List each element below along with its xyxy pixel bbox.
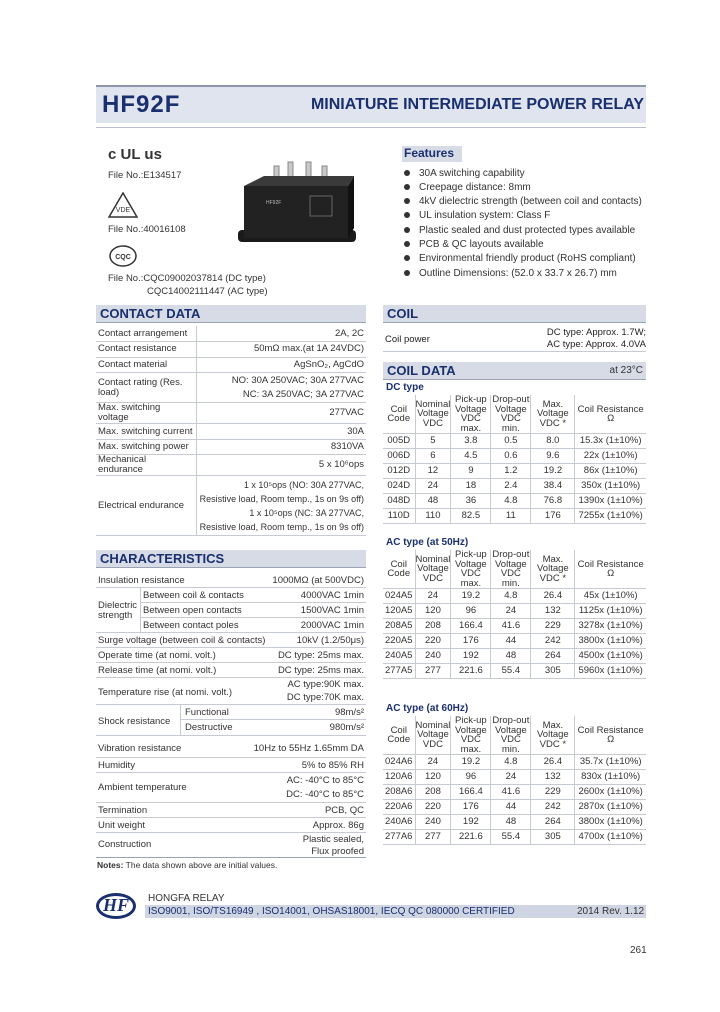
- vde-mark-icon: [108, 192, 138, 218]
- table-row: Unit weight Approx. 86g: [98, 820, 364, 831]
- table-row: Dielectric strength Between coil & contacts 4000VAC 1min Between open contacts 1500VAC 1min Between contact poles 2000VAC 1min: [98, 590, 364, 631]
- svg-text:VDE: VDE: [115, 207, 131, 214]
- table-row: Electrical endurance 1 x 10⁵ops (NO: 30A 277VAC, Resistive load, Room temp., 1s on 9s off) 1 x 10⁵ops (NC: 3A 277VAC, Resistive load, Room temp., 1s on 9s off): [96, 476, 366, 536]
- table-row: 120A6 120 96 24 132 830x (1±10%): [383, 770, 646, 785]
- coil-power-row: Coil power DC type: Approx. 1.7W; AC type: Approx. 4.0VA: [385, 327, 646, 350]
- notes: Notes: The data shown above are initial values.: [97, 860, 278, 870]
- bullet-icon: [404, 184, 410, 190]
- svg-text:CQC: CQC: [115, 254, 131, 261]
- revision: 2014 Rev. 1.12: [577, 906, 645, 917]
- product-description: MINIATURE INTERMEDIATE POWER RELAY: [310, 96, 644, 113]
- header-divider: [96, 127, 646, 128]
- bullet-icon: [404, 241, 410, 247]
- feature-item: UL insulation system: Class F: [404, 210, 550, 221]
- feature-item: Outline Dimensions: (52.0 x 33.7 x 26.7) mm: [404, 268, 617, 279]
- model-number: HF92F: [102, 91, 181, 118]
- table-row: Ambient temperature AC: -40°C to 85°C DC: -40°C to 85°C: [96, 773, 366, 803]
- coil-heading: COIL: [383, 305, 646, 323]
- table-row: 012D 12 9 1.2 19.2 86x (1±10%): [383, 464, 646, 479]
- table-row: 024D 24 18 2.4 38.4 350x (1±10%): [383, 479, 646, 494]
- characteristics-table: [96, 572, 366, 858]
- feature-item: PCB & QC layouts available: [404, 239, 544, 250]
- ac50-type-label: AC type (at 50Hz): [386, 537, 469, 548]
- table-row: 208A6 208 166.4 41.6 229 2600x (1±10%): [383, 785, 646, 800]
- table-row: Mechanical endurance 5 x 10⁶ops: [98, 454, 364, 476]
- dc-coil-table: Coil Code Nominal Voltage VDC Pick-up Voltage VDC max. Drop-out Voltage VDC min. Max. Voltage VDC * Coil Resistance Ω 005D 5 3.8 0.5 8.0 15.3x (1±10%) 006D 6 4.5 0.6 9.6 22x (1±10%) 012D 12 9 1.2 19.2 86x (1±10%) 024D 24 18 2.4 38.4 350x (1±10%) 048D 48 36 4.8 76.8 1390x (1±10%) 110D 110 82.5 11 176 7255x (1±10%): [383, 395, 646, 524]
- cqc-mark-icon: [108, 244, 138, 268]
- bullet-icon: [404, 170, 410, 176]
- cqc-file-ac: CQC14002111447 (AC type): [147, 286, 268, 297]
- bullet-icon: [404, 198, 410, 204]
- table-row: Contact arrangement 2A, 2C: [96, 326, 366, 342]
- table-row: 240A5 240 192 48 264 4500x (1±10%): [383, 649, 646, 664]
- table-row: 024A6 24 19.2 4.8 26.4 35.7x (1±10%): [383, 755, 646, 770]
- feature-item: Creepage distance: 8mm: [404, 182, 531, 193]
- ac60-coil-table: Coil Code Nominal Voltage VDC Pick-up Voltage VDC max. Drop-out Voltage VDC min. Max. Voltage VDC * Coil Resistance Ω 024A6 24 19.2 4.8 26.4 35.7x (1±10%) 120A6 120 96 24 132 830x (1±10%) 208A6 208 166.4 41.6 229 2600x (1±10%) 220A6 220 176 44 242 2870x (1±10%) 240A6 240 192 48 264 3800x (1±10%) 277A6 277 221.6 55.4 305 4700x (1±10%): [383, 716, 646, 845]
- table-row: Humidity 5% to 85% RH: [98, 760, 364, 771]
- table-row: Contact rating (Res. load) NO: 30A 250VAC; 30A 277VAC NC: 3A 250VAC; 3A 277VAC: [96, 373, 366, 403]
- table-row: Contact material AgSnO₂, AgCdO: [96, 357, 366, 373]
- characteristics-heading: CHARACTERISTICS: [96, 550, 366, 568]
- features-heading: Features: [402, 146, 462, 162]
- table-row: 277A5 277 221.6 55.4 305 5960x (1±10%): [383, 664, 646, 679]
- page-number: 261: [630, 945, 647, 956]
- table-row: 208A5 208 166.4 41.6 229 3278x (1±10%): [383, 619, 646, 634]
- ul-mark-icon: c UL us: [108, 146, 162, 163]
- dc-type-label: DC type: [386, 382, 424, 393]
- table-row: Termination PCB, QC: [98, 805, 364, 816]
- table-row: Max. switching voltage 277VAC: [98, 402, 364, 424]
- ac60-type-label: AC type (at 60Hz): [386, 703, 469, 714]
- bullet-icon: [404, 227, 410, 233]
- table-row: 240A6 240 192 48 264 3800x (1±10%): [383, 815, 646, 830]
- table-row: 120A5 120 96 24 132 1125x (1±10%): [383, 604, 646, 619]
- table-row: 006D 6 4.5 0.6 9.6 22x (1±10%): [383, 449, 646, 464]
- relay-product-image: [230, 160, 360, 255]
- table-row: Insulation resistance 1000MΩ (at 500VDC): [96, 572, 366, 588]
- feature-item: 4kV dielectric strength (between coil and contacts): [404, 196, 642, 207]
- table-row: 277A6 277 221.6 55.4 305 4700x (1±10%): [383, 830, 646, 845]
- feature-item: Environmental friendly product (RoHS compliant): [404, 253, 636, 264]
- coil-data-heading: COIL DATA at 23°C: [383, 362, 646, 380]
- hongfa-logo-icon: HF: [96, 893, 136, 919]
- contact-data-heading: CONTACT DATA: [96, 305, 366, 323]
- table-row: Contact resistance 50mΩ max.(at 1A 24VDC): [96, 342, 366, 358]
- table-row: Temperature rise (at nomi. volt.) AC type:90K max. DC type:70K max.: [98, 679, 364, 703]
- bullet-icon: [404, 270, 410, 276]
- bullet-icon: [404, 212, 410, 218]
- cqc-file-dc: File No.:CQC09002037814 (DC type): [108, 273, 266, 284]
- feature-item: Plastic sealed and dust protected types available: [404, 225, 635, 236]
- table-row: 220A6 220 176 44 242 2870x (1±10%): [383, 800, 646, 815]
- vde-file-number: File No.:40016108: [108, 224, 186, 235]
- feature-item: 30A switching capability: [404, 168, 525, 179]
- table-row: 005D 5 3.8 0.5 8.0 15.3x (1±10%): [383, 434, 646, 449]
- certifications: ISO9001, ISO/TS16949 , ISO14001, OHSAS18001, IECQ QC 080000 CERTIFIED: [148, 906, 515, 917]
- ac50-coil-table: Coil Code Nominal Voltage VDC Pick-up Voltage VDC max. Drop-out Voltage VDC min. Max. Voltage VDC * Coil Resistance Ω 024A5 24 19.2 4.8 26.4 45x (1±10%) 120A5 120 96 24 132 1125x (1±10%) 208A5 208 166.4 41.6 229 3278x (1±10%) 220A5 220 176 44 242 3800x (1±10%) 240A5 240 192 48 264 4500x (1±10%) 277A5 277 221.6 55.4 305 5960x (1±10%): [383, 550, 646, 679]
- table-row: Max. switching power 8310VA: [96, 439, 366, 455]
- table-row: Vibration resistance 10Hz to 55Hz 1.65mm DA: [96, 736, 366, 758]
- contact-data-table: [96, 326, 366, 536]
- svg-text:HF92F: HF92F: [266, 200, 282, 206]
- table-row: 220A5 220 176 44 242 3800x (1±10%): [383, 634, 646, 649]
- bullet-icon: [404, 255, 410, 261]
- table-row: Release time (at nomi. volt.) DC type: 25ms max.: [98, 665, 364, 676]
- table-row: 110D 110 82.5 11 176 7255x (1±10%): [383, 509, 646, 524]
- title-bar: [96, 85, 646, 123]
- company-name: HONGFA RELAY: [148, 893, 225, 904]
- table-row: 048D 48 36 4.8 76.8 1390x (1±10%): [383, 494, 646, 509]
- table-row: Max. switching current 30A: [96, 424, 366, 440]
- table-row: 024A5 24 19.2 4.8 26.4 45x (1±10%): [383, 589, 646, 604]
- table-row: Construction Plastic sealed, Flux proofed: [98, 834, 364, 857]
- table-row: Operate time (at nomi. volt.) DC type: 25ms max.: [98, 650, 364, 661]
- table-row: Shock resistance Functional 98m/s² Destructive 980m/s²: [96, 705, 366, 736]
- ul-file-number: File No.:E134517: [108, 170, 182, 181]
- table-row: Surge voltage (between coil & contacts) 10kV (1.2/50μs): [98, 635, 364, 646]
